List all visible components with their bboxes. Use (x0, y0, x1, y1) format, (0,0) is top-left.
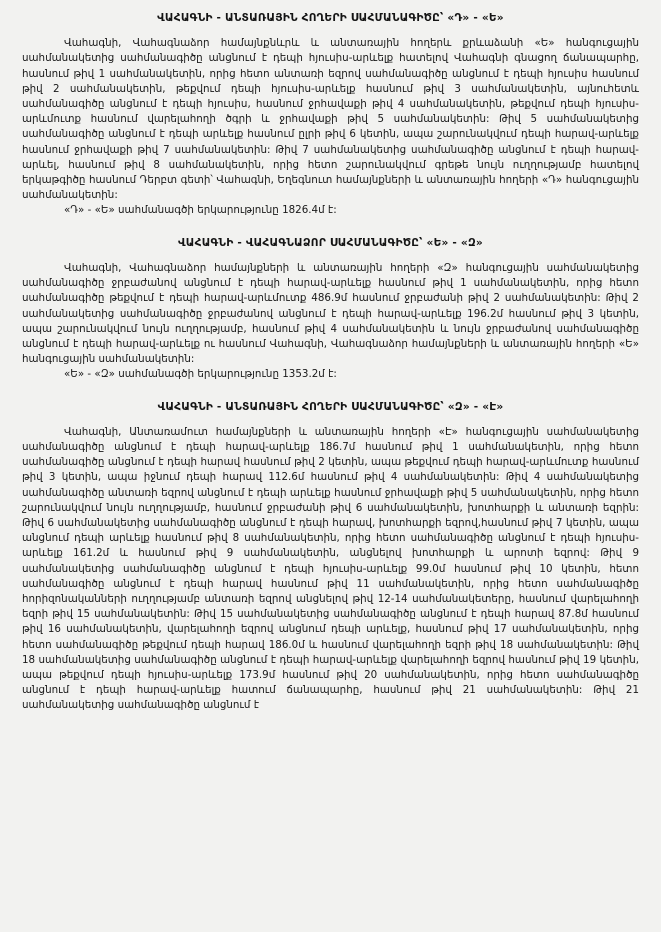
section-z-eh (22, 401, 639, 714)
section-body-e-z: Վահագնի, Վահագնաձոր համայնքների և անտառային հողերի «Զ» հանգուցային սահմանակետից սահմանագիծը ջրբաժանով անցնում է դեպի հարավ-արևելք հասնում թիվ 1 սահմանակետին, որից հետո սահմանագիծը թեքվում է դեպի հարավ-արևմուտք 486.9մ հասնում ջրբաժանի թիվ 2 սահմանակետին: Թիվ 2 սահմանակետից սահմանագիծը ջրբաժանով անցնում է դեպի հարավ-արևելք 196.2մ հասնում թիվ 3 կետին, ապա շարունակվում նույն ուղղությամբ, հասնում թիվ 4 սահմանակետին և նույն ջրբաժանով սահմանագիծը անցնում է դեպի հարավ-արևելք ու հասնում Վահագնի, Վահագնաձոր համայնքների և անտառային հողերի «Ե» հանգուցային սահմանակետին: (22, 261, 639, 366)
section-heading-e-z: ՎԱՀԱԳՆԻ - ՎԱՀԱԳՆԱՁՈՐ ՍԱՀՄԱՆԱԳԻԾԸ՝ «Ե» - «Զ» (178, 236, 483, 249)
section-body-d-e: Վահագնի, Վահագնաձոր համայնքնևրև և անտառային հողերև քրևաձանի «Ե» հանգուցային սահմանակետից սահմանագիծը անցնում է դեպի հյուսիս-արևելք հատելով Վահագնի գնացող ճանապարհը, հասնում թիվ 1 սահմանակետին, որից հետո անտառի եզրով սահմանագիծը անցնում է դեպի հյուսիս հասնում թիվ 2 սահմանակետին, թեքվում դեպի հյուսիս-արևելք հասնում թիվ 3 սահմանակետին, այնուհետև սահմանագիծը անցնում է դեպի հյուսիս, հասնում ջրհավաքի թիվ 4 սահմանակետին, թեքվում դեպի հյուսիս-արևմուտք հասնում վարելահողի ծգրի և ջրհավաքի թիվ 5 սահմանակետին: Թիվ 5 սահմանակետից սահմանագիծը անցնում է դեպի արևելք հասնում ըլրի թիվ 6 կետին, ապա շարունակվում դեպի հարավ-արևելք հասնում ջրհավաքի թիվ 7 սահմանակետին: Թիվ 7 սահմանակետից սահմանագիծը անցնում է դեպի հարավ-արևել, հասնում թիվ 8 սահմանակետին, որից հետո շարունակվում գրեթե նույն ուղղությամբ հատելով երկաթգիծը հասնում Դերբտ գետի՝ Վահագնի, Եղեգնուտ համայնքների և անտառային հողերի «Դ» հանգուցային սահմանակետին: (22, 37, 639, 202)
section-body-z-eh: Վահագնի, Անտառամուտ համայնքների և անտառային հողերի «Է» հանգուցային սահմանակետից սահմանագիծը անցնում է դեպի հարավ-արևելք 186.7մ հասնում թիվ 1 սահմանակետին, որից հետո սահմանագիծը անցնում է դեպի հարավ հասնում թիվ 2 կետին, ապա թեքվում դեպի հարավ-արևմուտք հասնում թիվ 3 կետին, ապա իջնում դեպի հարավ 112.6մ հասնում թիվ 4 սահմանակետին: Թիվ 4 սահմանակետից սահմանագիծը անտառի եզրով անցնում է դեպի արևելք հասնում ջրհավաքի թիվ 5 սահմանակետին, որից հետո շարունակվում նույն ուղղությամբ, հասնում ջրբաժանի թիվ 6 սահմանակետին, խոտհարքի և անտառի եզրին: Թիվ 6 սահմանակետից սահմանագիծը անցնում է դեպի հարավ, խոտհարքի եզրով,հասնում թիվ 7 կետին, ապա անցնում դեպի արևելք հասնում թիվ 8 սահմանակետին, որից հետո սահմանագիծը անցնում է դեպի հյուսիս-արևելք 161.2մ և հասնում թիվ 9 սահմանակետին, անցնելով խոտհարքի և արոտի եզրով: Թիվ 9 սահմանակետից սահմանագիծը անցնում է դեպի հյուսիս-արևելք 99.0մ հասնում թիվ 10 կետին, հետո սահմանագիծը անցնում է դեպի հարավ հասնում թիվ 11 սահմանակետին, որից հետո սահմանագիծը հորիզոնականների ուղղությամբ անտառի եզրով անցնելով թիվ 12-14 սահմանակետերը, հասնում վարելահողի եզրի թիվ 15 սահմանակետին: Թիվ 15 սահմանակետից սահմանագիծը անցնում է դեպի հարավ 87.8մ հասնում թիվ 16 սահմանակետին, վարելահողի եզրով անցնում դեպի արևելք, հասնում թիվ 17 սահմանակետին, որից հետո սահմանագիծը թեքվում դեպի հարավ 186.0մ և հասնում վարելահողի եզրի թիվ 18 սահմանակետին: Թիվ 18 սահմանակետից սահմանագիծը անցնում է դեպի հարավ-արևելք վարելահողի եզրով հասնում թիվ 19 կետին, ապա թեքվում դեպի հյուսիս-արևելք 173.9մ հասնում թիվ 20 սահմանակետին, որից հետո սահմանագիծը անցնում է դեպի հարավ-արևելք հատում ճանապարհը, հասնում թիվ 21 սահմանակետին: Թիվ 21 սահմանակետից սահմանագիծը անցնում է (22, 425, 639, 712)
section-length-d-e: «Դ» - «Ե» սահմանագծի երկարությունը 1826.4մ է: (64, 204, 337, 217)
spacer (22, 25, 639, 36)
section-length-e-z: «Ե» - «Զ» սահմանագծի երկարությունը 1353.2մ է: (64, 368, 337, 381)
spacer (22, 414, 639, 425)
section-d-e (22, 12, 639, 219)
section-heading-z-eh: ՎԱՀԱԳՆԻ - ԱՆՏԱՌԱՅԻՆ ՀՈՂԵՐԻ ՍԱՀՄԱՆԱԳԻԾԸ՝ «Զ» - «Է» (157, 400, 504, 413)
section-heading-d-e: ՎԱՀԱԳՆԻ - ԱՆՏԱՌԱՅԻՆ ՀՈՂԵՐԻ ՍԱՀՄԱՆԱԳԻԾԸ՝ «Դ» - «Ե» (157, 12, 504, 24)
spacer (22, 250, 639, 261)
section-e-z (22, 237, 639, 383)
